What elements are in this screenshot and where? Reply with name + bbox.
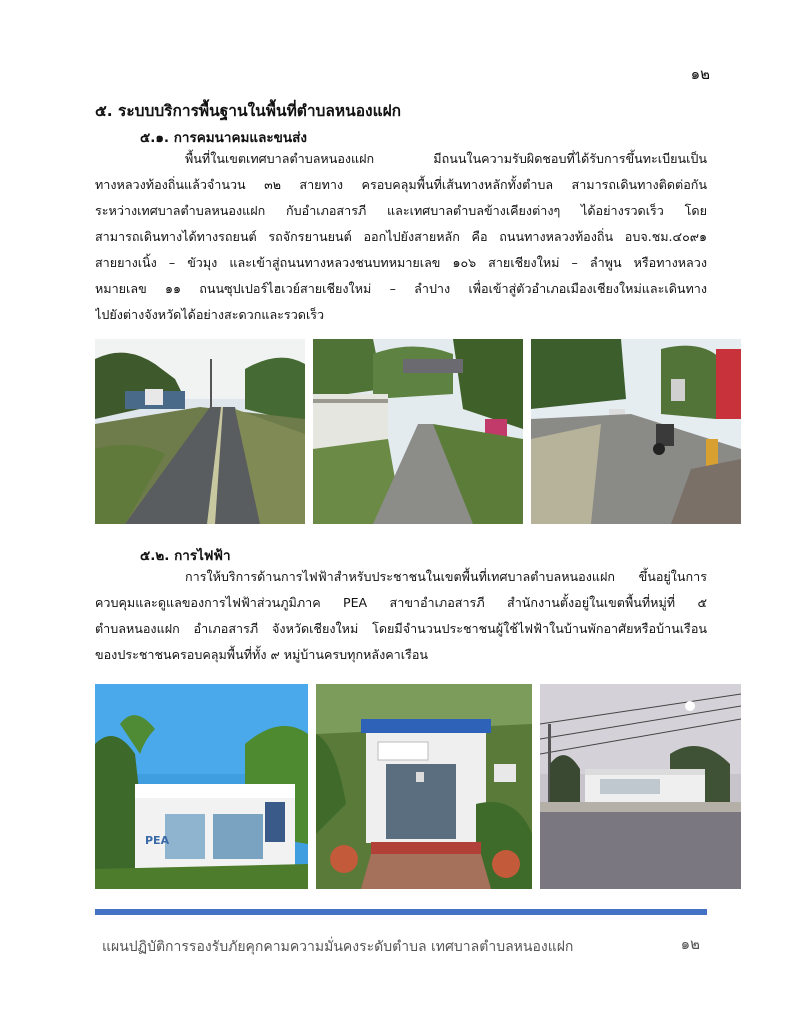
footer-text: แผนปฏิบัติการรองรับภัยคุกคามความมั่นคงระดับตำบล เทศบาลตำบลหนองแฝก xyxy=(102,939,574,955)
road-photo-1 xyxy=(95,339,305,524)
subsection-title-electricity: ๕.๒. การไฟฟ้า xyxy=(140,548,231,564)
paragraph-line: สามารถเดินทางได้ทางรถยนต์ รถจักรยานยนต์ ออกไปยังสายหลัก คือ ถนนทางหลวงท้องถิ่น อบจ.ชม.๔๐๙๑ xyxy=(95,229,707,244)
road-photo-2 xyxy=(313,339,523,524)
pea-sign-text: PEA xyxy=(145,834,170,847)
pea-entrance-photo xyxy=(316,684,532,889)
paragraph-line: ไปยังต่างจังหวัดได้อย่างสะดวกและรวดเร็ว xyxy=(95,307,325,322)
pea-night-photo xyxy=(540,684,741,889)
paragraph-line: สายยางเนิ้ง – ขัวมุง และเข้าสู่ถนนทางหลวงชนบทหมายเลข ๑๐๖ สายเชียงใหม่ – ลำพูน หรือทางหลวง xyxy=(95,255,707,270)
paragraph-line: พื้นที่ในเขตเทศบาลตำบลหนองแฝก มีถนนในความรับผิดชอบที่ได้รับการขึ้นทะเบียนเป็น xyxy=(185,151,707,166)
paragraph-line: ตำบลหนองแฝก อำเภอสารภี จังหวัดเชียงใหม่ โดยมีจำนวนประชาชนผู้ใช้ไฟฟ้าในบ้านพักอาศัยหรือบ้านเรือน xyxy=(95,621,707,636)
page-number-bottom: ๑๒ xyxy=(680,935,700,953)
electricity-paragraph xyxy=(95,564,707,668)
section-title: ๕. ระบบบริการพื้นฐานในพื้นที่ตำบลหนองแฝก xyxy=(95,102,402,120)
paragraph-line: ระหว่างเทศบาลตำบลหนองแฝก กับอำเภอสารภี และเทศบาลตำบลข้างเคียงต่างๆ ได้อย่างรวดเร็ว โดย xyxy=(95,203,707,218)
paragraph-line: การให้บริการด้านการไฟฟ้าสำหรับประชาชนในเขตพื้นที่เทศบาลตำบลหนองแฝก ขึ้นอยู่ในการ xyxy=(185,569,707,584)
road-photo-3 xyxy=(531,339,741,524)
paragraph-line: ควบคุมและดูแลของการไฟฟ้าส่วนภูมิภาค PEA สาขาอำเภอสารภี สำนักงานตั้งอยู่ในเขตพื้นที่หมู่ที่ ๕ xyxy=(95,595,707,610)
pea-office-photo xyxy=(95,684,308,889)
paragraph-line: ของประชาชนครอบคลุมพื้นที่ทั้ง ๙ หมู่บ้านครบทุกหลังคาเรือน xyxy=(95,647,428,662)
footer-rule xyxy=(95,909,707,915)
subsection-title-transport: ๕.๑. การคมนาคมและขนส่ง xyxy=(140,130,307,146)
transport-paragraph xyxy=(95,146,707,328)
page-number-top: ๑๒ xyxy=(690,65,710,83)
paragraph-line: ทางหลวงท้องถิ่นแล้วจำนวน ๓๒ สายทาง ครอบคลุมพื้นที่เส้นทางหลักทั้งตำบล สามารถเดินทางติดต่อกัน xyxy=(95,177,707,192)
paragraph-line: หมายเลข ๑๑ ถนนซุปเปอร์ไฮเวย์สายเชียงใหม่ – ลำปาง เพื่อเข้าสู่ตัวอำเภอเมืองเชียงใหม่และเดินทาง xyxy=(95,281,707,296)
